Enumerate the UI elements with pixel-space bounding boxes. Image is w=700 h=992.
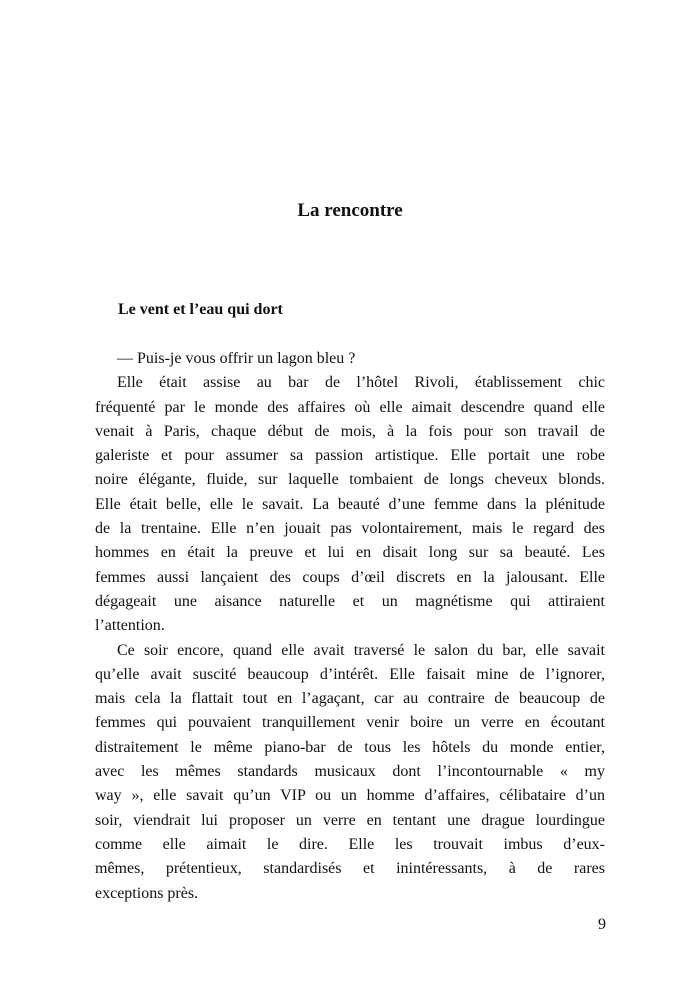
text-line: Ce soir encore, quand elle avait traversé le salon du bar, elle savait — [117, 641, 605, 659]
text-line: avec les mêmes standards musicaux dont l’incontournable « my — [95, 763, 605, 781]
text-line: mêmes, prétentieux, standardisés et inintéressants, à de rares — [95, 860, 605, 878]
text-line: femmes qui pouvaient tranquillement venir boire un verre en écoutant — [95, 714, 605, 732]
text-line: exceptions près. — [95, 884, 199, 902]
chapter-title: La rencontre — [297, 200, 403, 221]
text-line: soir, viendrait lui proposer un verre en tentant une drague lourdingue — [95, 811, 605, 829]
text-line: l’attention. — [95, 617, 165, 635]
text-line: galeriste et pour assumer sa passion artistique. Elle portait une robe — [95, 447, 605, 465]
text-line: hommes en était la preuve et lui en disait long sur sa beauté. Les — [95, 544, 605, 562]
paragraph-dialogue — [95, 347, 605, 371]
text-line: distraitement le même piano-bar de tous les hôtels du monde entier, — [95, 738, 605, 756]
text-line: dégageait une aisance naturelle et un magnétisme qui attiraient — [95, 592, 605, 610]
text-line: mais cela la flattait tout en l’agaçant, car au contraire de beaucoup de — [95, 690, 605, 708]
paragraph-narrative — [95, 639, 605, 906]
text-line: way », elle savait qu’un VIP ou un homme d’affaires, célibataire d’un — [95, 787, 605, 805]
section-title: Le vent et l’eau qui dort — [118, 301, 283, 318]
body-text — [95, 347, 605, 906]
text-line: comme elle aimait le dire. Elle les trouvait imbus d’eux- — [95, 835, 605, 853]
text-line: noire élégante, fluide, sur laquelle tombaient de longs cheveux blonds. — [95, 471, 605, 489]
text-line: femmes aussi lançaient des coups d’œil discrets en la jalousant. Elle — [95, 568, 605, 586]
page-number: 9 — [598, 916, 606, 933]
text-line: de la trentaine. Elle n’en jouait pas volontairement, mais le regard des — [95, 520, 605, 538]
text-line: qu’elle avait suscité beaucoup d’intérêt. Elle faisait mine de l’ignorer, — [95, 665, 605, 683]
text-line: Elle était assise au bar de l’hôtel Rivoli, établissement chic — [117, 374, 605, 392]
paragraph-description — [95, 371, 605, 638]
text-line: Elle était belle, elle le savait. La beauté d’une femme dans la plénitude — [95, 495, 605, 513]
text-line: fréquenté par le monde des affaires où elle aimait descendre quand elle — [95, 398, 605, 416]
text-line: venait à Paris, chaque début de mois, à la fois pour son travail de — [95, 422, 605, 440]
text-line: — Puis-je vous offrir un lagon bleu ? — [117, 350, 356, 367]
